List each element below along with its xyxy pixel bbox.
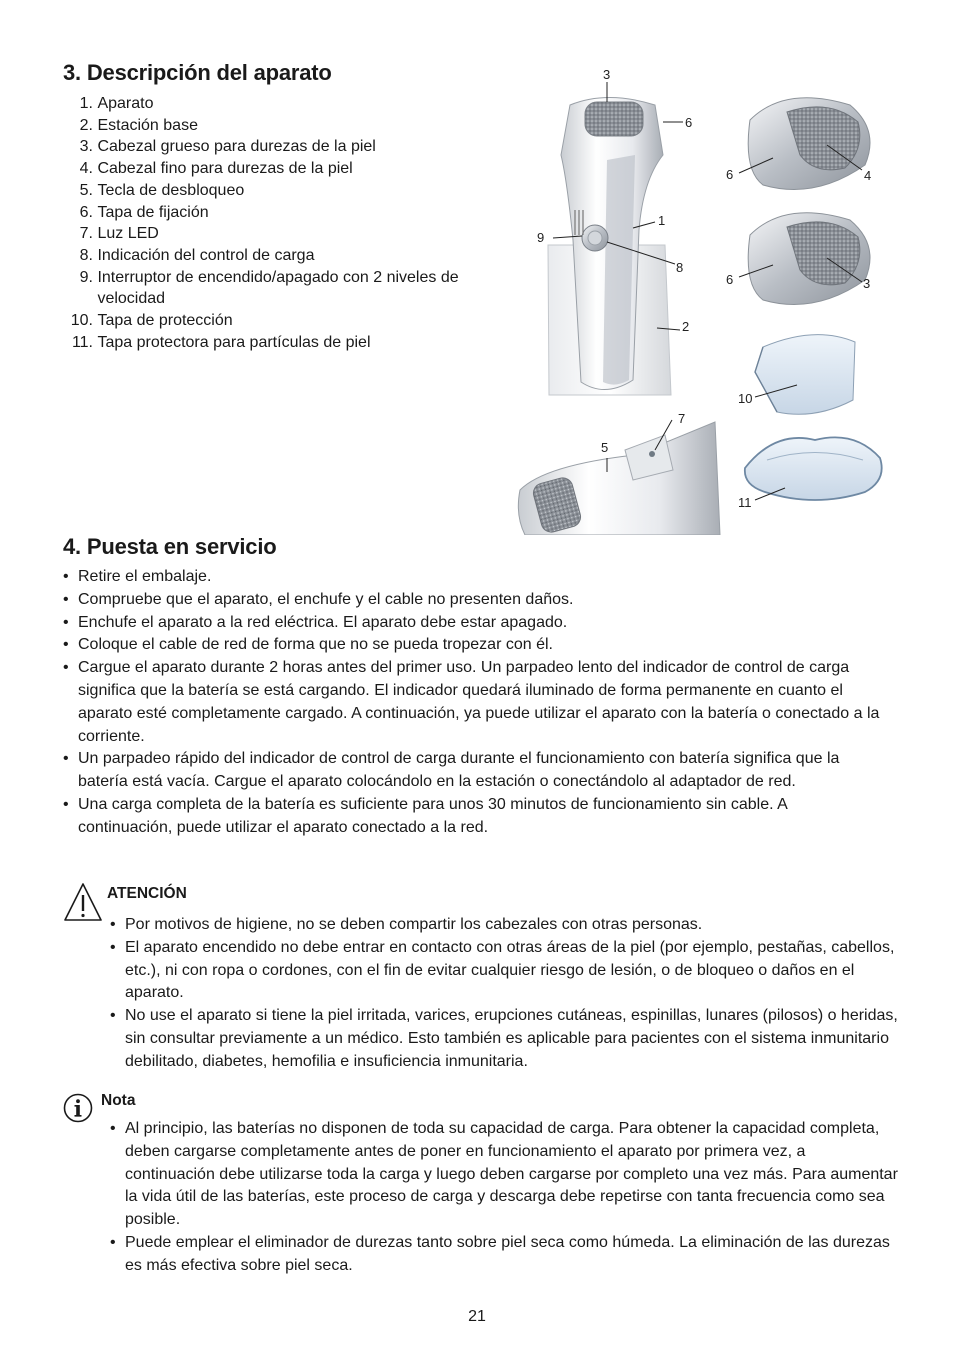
callout-6-top: 6 xyxy=(685,115,693,130)
device-illustration xyxy=(515,60,895,535)
list-item: • Retire el embalaje. xyxy=(62,566,882,589)
list-item: • No use el aparato si tiene la piel irritada, varices, erupciones cutáneas, espinillas, lunares (pilosos) o heridas, sin consultar previamente a un médico. Esto también es aplicable para pacientes con el sistema inmunitario debilitado, diabetes, hemofilia e insuficiencia inmunitaria. xyxy=(109,1005,899,1073)
callout-10: 10 xyxy=(738,391,753,406)
list-item: 8. Indicación del control de carga xyxy=(79,246,315,264)
attention-list xyxy=(109,914,899,1074)
list-item: • Un parpadeo rápido del indicador de control de carga durante el funcionamiento con batería significa que la batería está vacía. Cargue el aparato colocándolo en la estación o conectándolo al adaptador de red. xyxy=(62,748,882,794)
callout-6-coarse-cap: 6 xyxy=(726,272,734,287)
section-4-title: 4. Puesta en servicio xyxy=(63,534,277,559)
list-item: 9. Interruptor de encendido/apagado con 2 niveles de velocidad xyxy=(79,268,459,308)
list-item: • Coloque el cable de red de forma que no se pueda tropezar con él. xyxy=(62,634,882,657)
callout-9: 9 xyxy=(537,230,545,245)
note-title: Nota xyxy=(101,1092,136,1109)
callout-4: 4 xyxy=(864,168,872,183)
callout-11: 11 xyxy=(738,495,752,510)
list-item: • Por motivos de higiene, no se deben compartir los cabezales con otras personas. xyxy=(109,914,899,937)
list-item: • Una carga completa de la batería es suficiente para unos 30 minutos de funcionamiento sin cable. A continuación, puede utilizar el aparato conectado a la red. xyxy=(62,794,882,840)
list-item: 7. Luz LED xyxy=(79,225,159,243)
list-item: • Al principio, las baterías no disponen de toda su capacidad de carga. Para obtener la capacidad completa, deben cargarse completamente antes de poner en funcionamiento el aparato por primera vez, a continuación debe utilizarse toda la carga y luego deben cargarse por completo una vez más. Para aumentar la vida útil de las baterías, este proceso de carga y descarga debe repetirse con tanta frecuencia como sea posible. xyxy=(109,1118,899,1232)
callout-8: 8 xyxy=(676,260,684,275)
list-item: 2. Estación base xyxy=(79,116,198,134)
list-item: • El aparato encendido no debe entrar en contacto con otras áreas de la piel (por ejemplo, pestañas, cabellos, etc.), ni con ropa o cordones, con el fin de evitar cualquier riesgo de lesión, o de bloqueo o daños en el aparato. xyxy=(109,937,899,1005)
list-item: 4. Cabezal fino para durezas de la piel xyxy=(79,160,353,178)
info-icon xyxy=(63,1093,93,1123)
attention-title: ATENCIÓN xyxy=(107,885,187,902)
callout-6-fine-cap: 6 xyxy=(726,167,734,182)
callout-1: 1 xyxy=(658,213,666,228)
callout-2: 2 xyxy=(682,319,690,334)
section-3-title: 3. Descripción del aparato xyxy=(63,60,332,85)
callout-7: 7 xyxy=(678,411,686,426)
list-item: • Cargue el aparato durante 2 horas antes del primer uso. Un parpadeo lento del indicador de control de carga significa que la batería se está cargando. El indicador quedará iluminado de forma permanente en cuanto el aparato esté completamente cargado. A continuación, ya puede utilizar el aparato con la batería o conectado a la corriente. xyxy=(62,657,882,748)
callout-3-top: 3 xyxy=(603,67,611,82)
list-item: 1. Aparato xyxy=(79,95,154,112)
list-item: • Compruebe que el aparato, el enchufe y el cable no presenten daños. xyxy=(62,589,882,612)
note-list xyxy=(109,1118,899,1278)
list-item: • Puede emplear el eliminador de durezas tanto sobre piel seca como húmeda. La eliminación de las durezas es más efectiva sobre piel seca. xyxy=(109,1232,899,1278)
list-item: • Enchufe el aparato a la red eléctrica. El aparato debe estar apagado. xyxy=(62,612,882,635)
list-item: 6. Tapa de fijación xyxy=(79,203,209,221)
page-number: 21 xyxy=(468,1308,486,1325)
callout-5: 5 xyxy=(601,440,609,455)
setup-list xyxy=(62,566,882,840)
list-item: 11. Tapa protectora para partículas de piel xyxy=(71,333,371,351)
list-item: 3. Cabezal grueso para durezas de la piel xyxy=(79,138,376,156)
list-item: 5. Tecla de desbloqueo xyxy=(79,181,245,199)
list-item: 10. Tapa de protección xyxy=(70,312,233,330)
parts-list xyxy=(62,93,512,353)
callout-3-coarse-cap: 3 xyxy=(863,276,871,291)
warning-icon xyxy=(63,882,103,922)
